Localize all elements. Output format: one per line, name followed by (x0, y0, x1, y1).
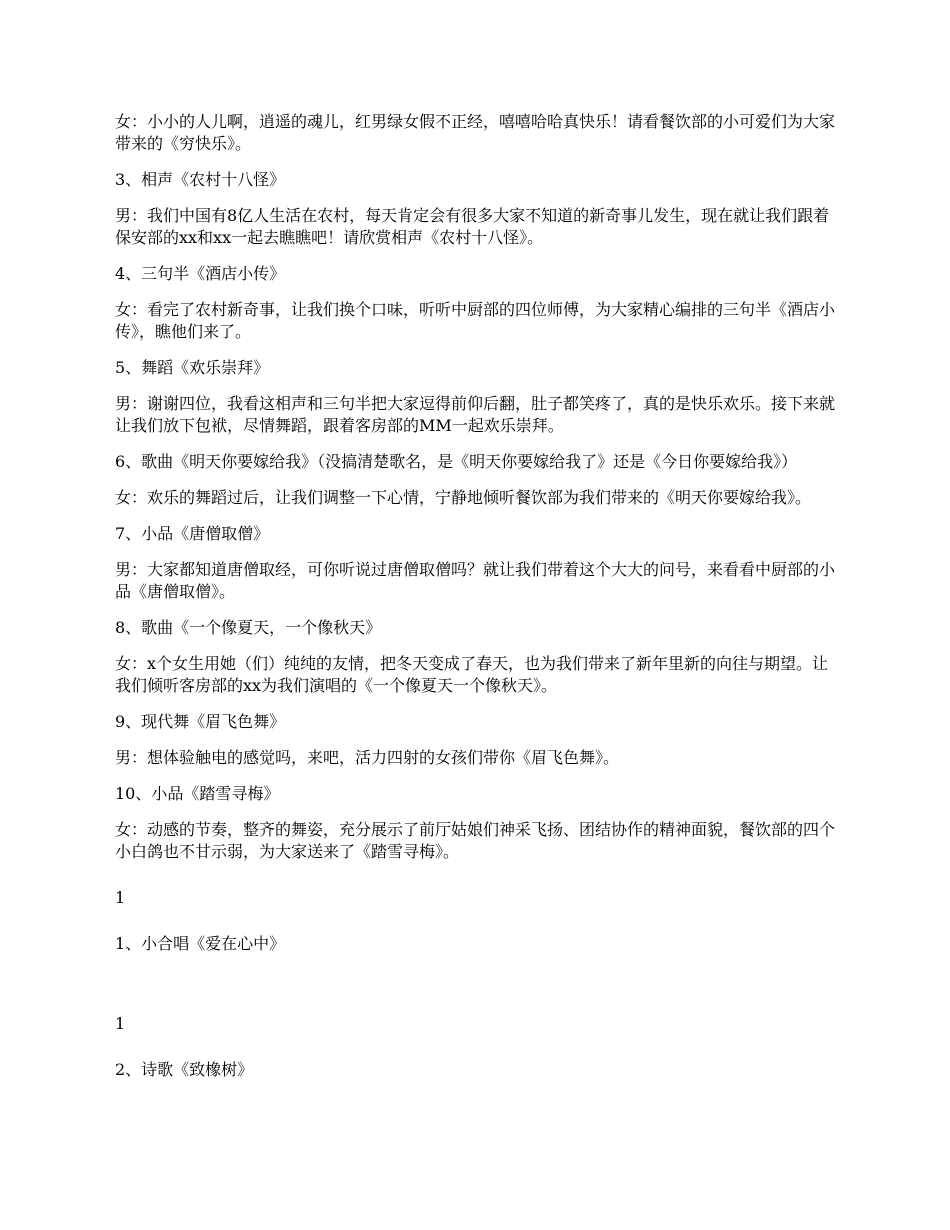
program-item-10: 10、小品《踏雪寻梅》 (115, 784, 280, 803)
program-item-1: 1、小合唱《爱在心中》 (115, 934, 286, 953)
document-body (115, 111, 840, 1095)
program-item-9: 9、现代舞《眉飞色舞》 (115, 712, 286, 731)
program-item-8: 8、歌曲《一个像夏天，一个像秋天》 (115, 618, 382, 637)
paragraph-item-6: 女：欢乐的舞蹈过后，让我们调整一下心情，宁静地倾听餐饮部为我们带来的《明天你要嫁给我》。 (115, 488, 812, 507)
program-item-2: 2、诗歌《致橡树》 (115, 1060, 254, 1079)
paragraph-item-7: 男：大家都知道唐僧取经，可你听说过唐僧取僧吗？就让我们带着这个大大的问号，来看看中厨部的小品《唐僧取僧》。 (115, 560, 836, 601)
page-number-marker: 1 (115, 888, 126, 907)
program-item-6: 6、歌曲《明天你要嫁给我》（没搞清楚歌名，是《明天你要嫁给我了》还是《今日你要嫁给我》） (115, 452, 798, 471)
paragraph-item-8: 女：x个女生用她（们）纯纯的友情，把冬天变成了春天，也为我们带来了新年里新的向往与期望。让我们倾听客房部的xx为我们演唱的《一个像夏天一个像秋天》。 (115, 654, 829, 695)
paragraph-item-5: 男：谢谢四位，我看这相声和三句半把大家逗得前仰后翻，肚子都笑疼了，真的是快乐欢乐。接下来就让我们放下包袱，尽情舞蹈，跟着客房部的MM一起欢乐崇拜。 (115, 394, 836, 435)
paragraph-item-10: 女：动感的节奏，整齐的舞姿，充分展示了前厅姑娘们神采飞扬、团结协作的精神面貌，餐饮部的四个小白鸽也不甘示弱，为大家送来了《踏雪寻梅》。 (115, 820, 836, 861)
paragraph-item-4: 女：看完了农村新奇事，让我们换个口味，听听中厨部的四位师傅，为大家精心编排的三句半《酒店小传》，瞧他们来了。 (115, 300, 836, 341)
program-item-3: 3、相声《农村十八怪》 (115, 170, 286, 189)
paragraph-item-9: 男：想体验触电的感觉吗，来吧，活力四射的女孩们带你《眉飞色舞》。 (115, 748, 620, 767)
paragraph-intro-qiongkuaile: 女：小小的人儿啊，逍遥的魂儿，红男绿女假不正经，嘻嘻哈哈真快乐！请看餐饮部的小可爱们为大家带来的《穷快乐》。 (115, 112, 836, 153)
program-item-5: 5、舞蹈《欢乐崇拜》 (115, 358, 270, 377)
page-number-marker: 1 (115, 1014, 126, 1033)
program-item-4: 4、三句半《酒店小传》 (115, 264, 286, 283)
paragraph-item-3: 男：我们中国有8亿人生活在农村，每天肯定会有很多大家不知道的新奇事儿发生，现在就让我们跟着保安部的xx和xx一起去瞧瞧吧！请欣赏相声《农村十八怪》。 (115, 206, 830, 247)
program-item-7: 7、小品《唐僧取僧》 (115, 524, 270, 543)
